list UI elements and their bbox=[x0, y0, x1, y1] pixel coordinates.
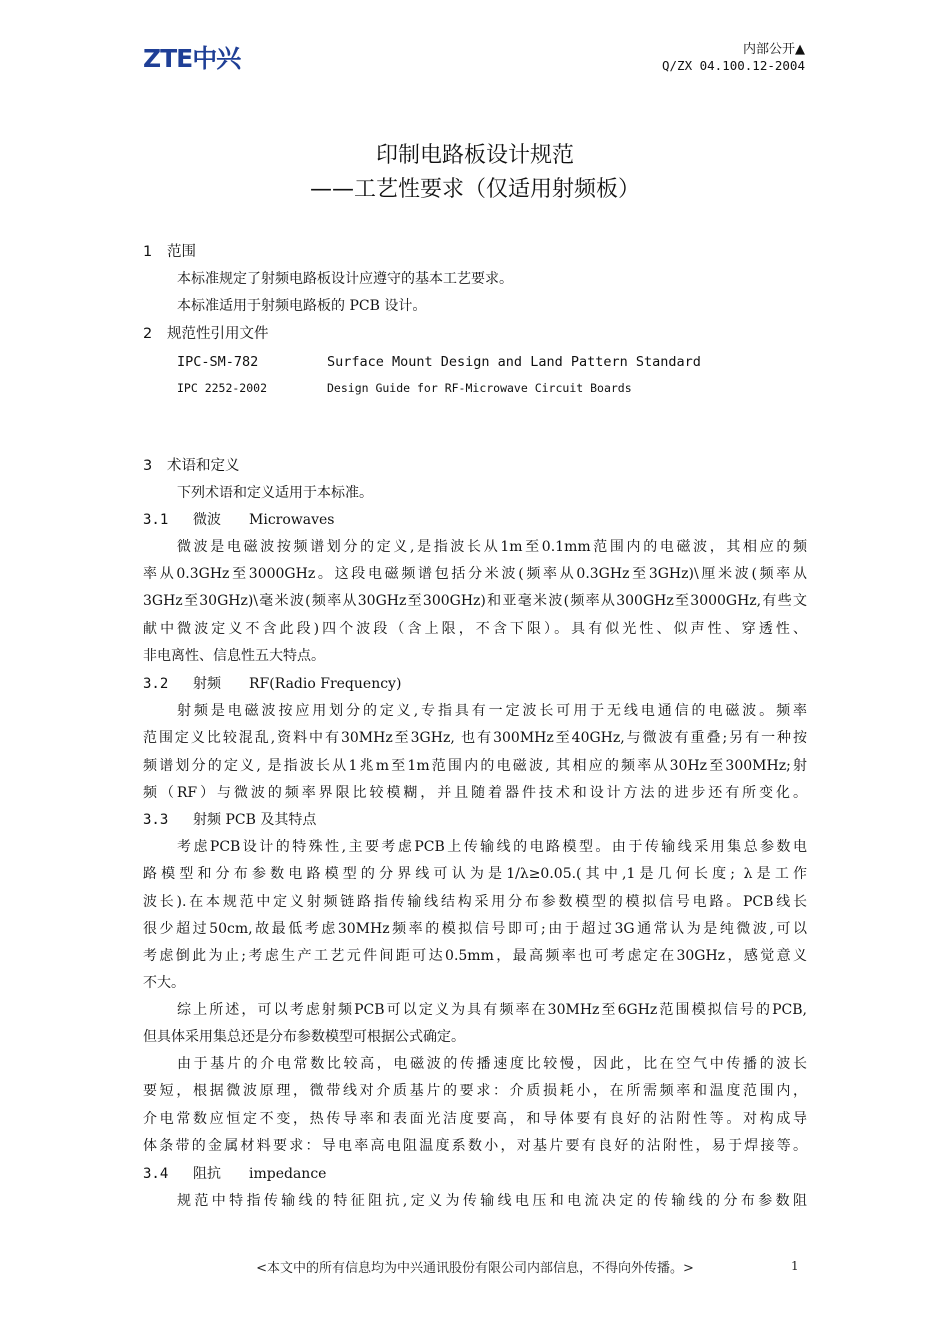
term-zh: 射频 bbox=[193, 676, 221, 692]
section-1-heading bbox=[143, 242, 807, 262]
subsection-3-2-heading bbox=[143, 674, 807, 694]
section-number: 3 bbox=[143, 458, 153, 474]
section-number: 2 bbox=[143, 326, 153, 342]
paragraph-line: 非电离性、信息性五大特点。 bbox=[143, 648, 325, 664]
reference-code: IPC-SM-782 bbox=[177, 354, 259, 370]
section-title: 规范性引用文件 bbox=[167, 326, 269, 342]
section-number: 1 bbox=[143, 244, 153, 260]
classification-label: 内部公开▲ bbox=[743, 42, 805, 57]
page-number: 1 bbox=[791, 1259, 799, 1273]
paragraph-line: 要短，根据微波原理，微带线对介质基片的要求：介质损耗小，在所需频率和温度范围内， bbox=[143, 1083, 807, 1099]
term-zh: 阻抗 bbox=[193, 1166, 221, 1182]
paragraph-line: 但具体采用集总还是分布参数模型可根据公式确定。 bbox=[143, 1029, 465, 1045]
subsection-3-3-heading bbox=[143, 810, 807, 830]
zte-logo: ZTE中兴 bbox=[143, 44, 241, 73]
document-title: 印制电路板设计规范 bbox=[375, 143, 574, 168]
paragraph-line: 综上所述，可以考虑射频PCB可以定义为具有频率在30MHz至6GHz范围模拟信号的PCB, bbox=[177, 1002, 807, 1018]
section-2-heading bbox=[143, 324, 807, 344]
paragraph-line: 由于基片的介电常数比较高，电磁波的传播速度比较慢，因此，比在空气中传播的波长 bbox=[177, 1056, 807, 1072]
term-zh: 微波 bbox=[193, 512, 221, 528]
document-header-info bbox=[662, 42, 805, 74]
confidentiality-notice: <本文中的所有信息均为中兴通讯股份有限公司内部信息，不得向外传播。> bbox=[256, 1261, 694, 1276]
reference-name: Surface Mount Design and Land Pattern Standard bbox=[327, 354, 701, 370]
subsection-number: 3.2 bbox=[143, 676, 169, 692]
paragraph-line: 考虑PCB设计的特殊性,主要考虑PCB上传输线的电路模型。由于传输线采用集总参数电 bbox=[177, 839, 807, 855]
reference-row bbox=[177, 352, 807, 372]
paragraph: 下列术语和定义适用于本标准。 bbox=[177, 485, 373, 501]
term-zh: 射频 PCB 及其特点 bbox=[193, 812, 317, 828]
paragraph-line: 考虑倒此为止;考虑生产工艺元件间距可达0.5mm，最高频率也可考虑定在30GHz，感觉意义 bbox=[143, 948, 807, 964]
paragraph: 本标准适用于射频电路板的 PCB 设计。 bbox=[177, 298, 427, 314]
paragraph-line: 路模型和分布参数电路模型的分界线可认为是1/λ≥0.05.(其中,1是几何长度; λ是工作 bbox=[143, 866, 807, 882]
paragraph-line: 体条带的金属材料要求：导电率高电阻温度系数小，对基片要有良好的沾附性，易于焊接等。 bbox=[143, 1138, 807, 1154]
document-code: Q/ZX 04.100.12-2004 bbox=[662, 58, 805, 73]
subsection-number: 3.1 bbox=[143, 512, 169, 528]
reference-name: Design Guide for RF-Microwave Circuit Boards bbox=[327, 381, 632, 395]
paragraph: 本标准规定了射频电路板设计应遵守的基本工艺要求。 bbox=[177, 271, 513, 287]
term-en: impedance bbox=[249, 1166, 327, 1182]
subsection-number: 3.4 bbox=[143, 1166, 169, 1182]
reference-row bbox=[177, 378, 807, 398]
section-title: 范围 bbox=[167, 244, 196, 260]
paragraph-line: 3GHz至30GHz)\毫米波(频率从30GHz至300GHz)和亚毫米波(频率从300GHz至3000GHz,有些文 bbox=[143, 593, 807, 609]
paragraph-line: 范围定义比较混乱,资料中有30MHz至3GHz, 也有300MHz至40GHz,与微波有重叠;另有一种按 bbox=[143, 730, 807, 746]
subsection-number: 3.3 bbox=[143, 812, 169, 828]
paragraph-line: 规范中特指传输线的特征阻抗,定义为传输线电压和电流决定的传输线的分布参数阻 bbox=[177, 1193, 807, 1209]
term-en: Microwaves bbox=[249, 512, 335, 528]
paragraph-line: 频（RF）与微波的频率界限比较模糊，并且随着器件技术和设计方法的进步还有所变化。 bbox=[143, 785, 807, 801]
document-subtitle: ——工艺性要求（仅适用射频板） bbox=[309, 177, 640, 202]
paragraph-line: 很少超过50cm,故最低考虑30MHz频率的模拟信号即可;由于超过3G通常认为是纯微波,可以 bbox=[143, 921, 807, 937]
subsection-3-1-heading bbox=[143, 510, 807, 530]
term-en: RF(Radio Frequency) bbox=[249, 676, 402, 692]
paragraph-line: 微波是电磁波按频谱划分的定义,是指波长从1m至0.1mm范围内的电磁波，其相应的频 bbox=[177, 539, 807, 555]
reference-code: IPC 2252-2002 bbox=[177, 381, 268, 395]
paragraph-line: 率从0.3GHz至3000GHz。这段电磁频谱包括分米波(频率从0.3GHz至3GHz)\厘米波(频率从 bbox=[143, 566, 807, 582]
subsection-3-4-heading bbox=[143, 1164, 807, 1184]
section-title: 术语和定义 bbox=[167, 458, 240, 474]
paragraph-line: 波长).在本规范中定义射频链路指传输线结构采用分布参数模型的模拟信号电路。PCB线长 bbox=[143, 894, 807, 910]
paragraph-line: 不大。 bbox=[143, 975, 185, 991]
paragraph-line: 介电常数应恒定不变，热传导率和表面光洁度要高，和导体要有良好的沾附性等。对构成导 bbox=[143, 1111, 807, 1127]
section-3-heading bbox=[143, 456, 807, 476]
paragraph-line: 频谱划分的定义, 是指波长从1兆m至1m范围内的电磁波, 其相应的频率从30Hz至300MHz;射 bbox=[143, 758, 807, 774]
paragraph-line: 射频是电磁波按应用划分的定义,专指具有一定波长可用于无线电通信的电磁波。频率 bbox=[177, 703, 807, 719]
paragraph-line: 献中微波定义不含此段)四个波段（含上限，不含下限）。具有似光性、似声性、穿透性、 bbox=[143, 621, 807, 637]
